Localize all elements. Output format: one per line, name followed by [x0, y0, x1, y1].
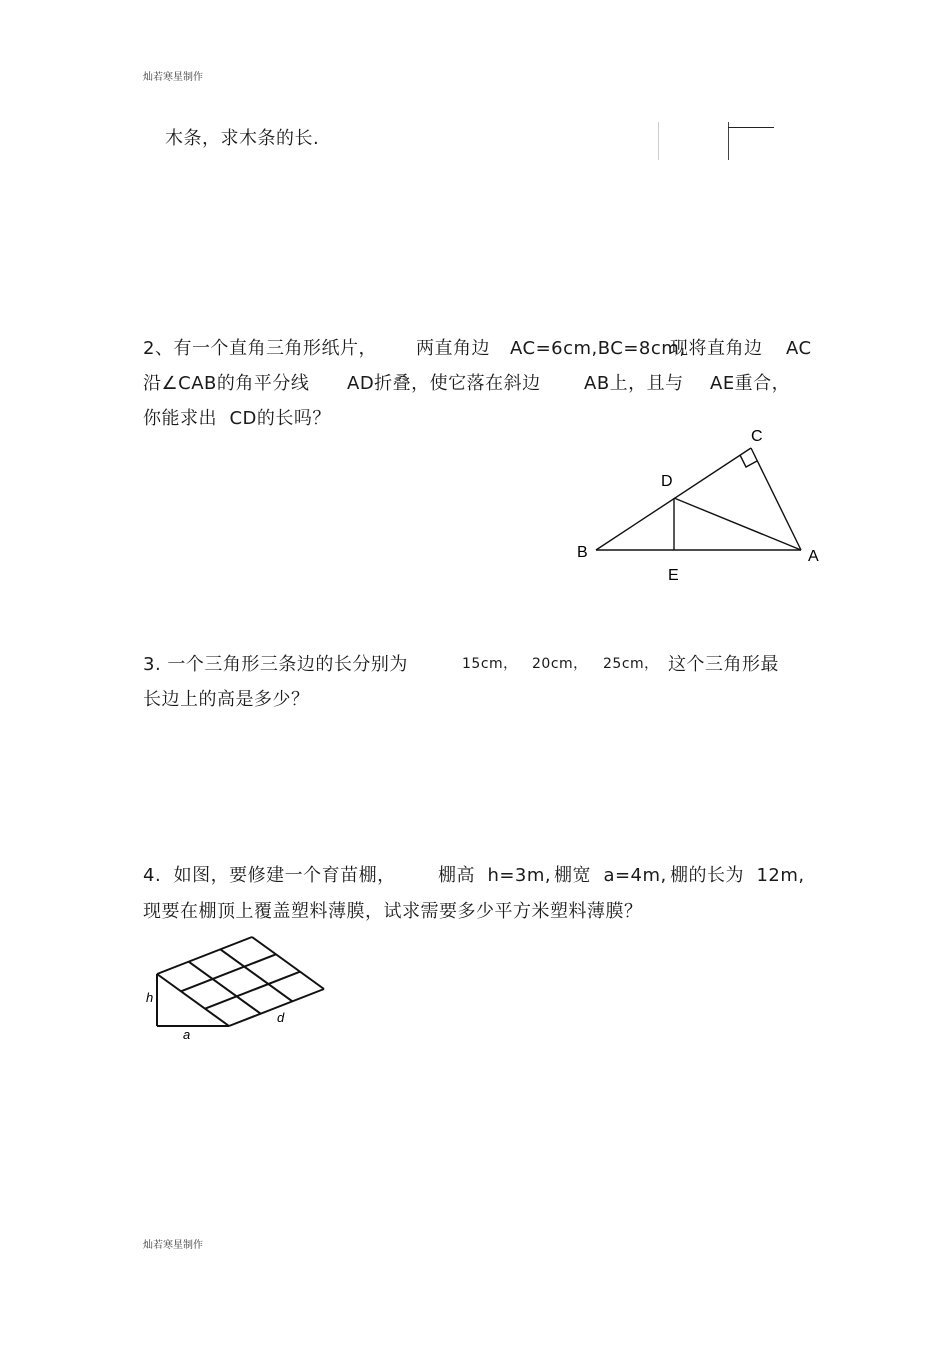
- q3-side-3: 25cm，: [603, 656, 659, 672]
- q3-side-2: 20cm，: [532, 656, 588, 672]
- q2-line-2a: 沿∠CAB的角平分线: [143, 373, 310, 394]
- label-E: E: [668, 567, 679, 584]
- label-d: d: [277, 1010, 285, 1025]
- q2-line-1d: 现将直角边: [670, 338, 763, 359]
- segment-CA: [751, 448, 801, 550]
- q4-line-2: 现要在棚顶上覆盖塑料薄膜，试求需要多少平方米塑料薄膜？: [143, 901, 643, 922]
- page-footer: 灿若寒星制作: [143, 1240, 203, 1251]
- q4-line-1d: 棚的长为 12m,: [670, 865, 805, 886]
- q2-line-1a: 2、有一个直角三角形纸片，: [143, 338, 377, 359]
- q2-line-1b: 两直角边: [416, 338, 490, 359]
- q4-line-1c: 棚宽 a=4m,: [554, 865, 667, 886]
- q2-line-3: 你能求出 CD的长吗？: [143, 408, 331, 429]
- page-header: 灿若寒星制作: [143, 72, 203, 83]
- q2-line-2b: AD折叠，使它落在斜边: [347, 373, 541, 394]
- label-h: h: [146, 990, 154, 1005]
- q4-line-1b: 棚高 h=3m,: [438, 865, 552, 886]
- label-A: A: [808, 548, 819, 565]
- q4-line-1a: 4. 如图，要修建一个育苗棚，: [143, 865, 396, 886]
- triangle-fold-figure: [560, 415, 840, 595]
- label-a: a: [183, 1027, 191, 1042]
- q3-line-1a: 3. 一个三角形三条边的长分别为: [143, 654, 408, 675]
- right-angle-mark: [740, 455, 757, 467]
- segment-DA: [674, 498, 801, 550]
- q2-line-2c: AB上，且与: [584, 373, 684, 394]
- q3-side-1: 15cm，: [462, 656, 518, 672]
- q2-line-1c: AC=6cm,BC=8cm,: [510, 338, 686, 359]
- greenhouse-figure: [140, 930, 340, 1045]
- q3-line-1b: 这个三角形最: [668, 654, 779, 675]
- label-B: B: [577, 544, 588, 561]
- q2-line-1e: AC: [786, 338, 812, 359]
- label-C: C: [751, 428, 763, 445]
- q3-line-2: 长边上的高是多少？: [143, 689, 310, 710]
- label-D: D: [661, 473, 673, 490]
- question-1-continuation: 木条，求木条的长.: [165, 128, 320, 149]
- q2-line-2d: AE重合，: [710, 373, 791, 394]
- figure-fragment-line: [728, 127, 774, 128]
- figure-fragment-line: [658, 122, 659, 160]
